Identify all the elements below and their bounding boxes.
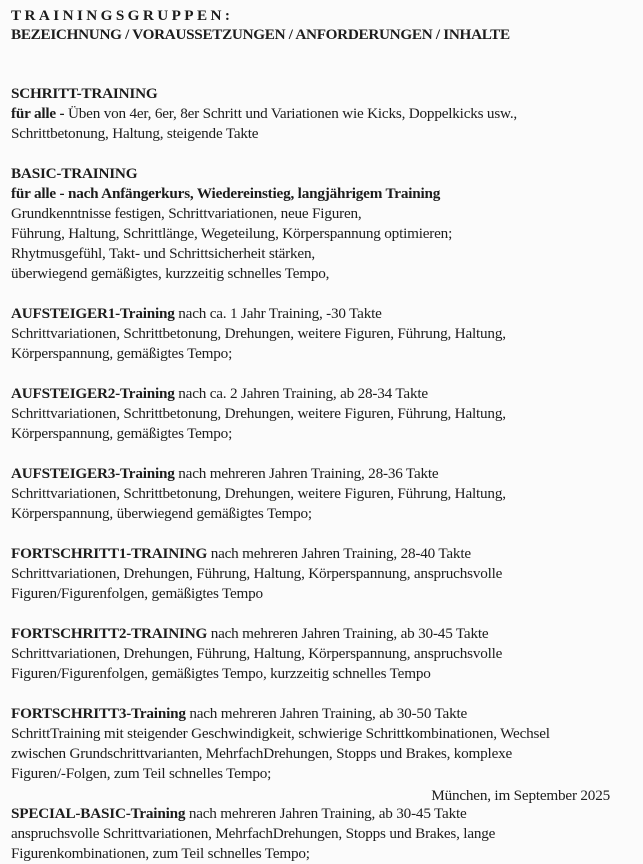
description-text: Rhytmusgefühl, Takt- und Schrittsicherheit stärken, (11, 245, 315, 262)
description-text: Schrittvariationen, Schrittbetonung, Drehungen, weitere Figuren, Führung, Haltung, (11, 405, 506, 422)
training-group-description-line (11, 204, 632, 224)
training-group-description-line (11, 824, 632, 844)
training-group-requirements: nach mehreren Jahren Training, ab 30-45 Takte (207, 625, 489, 642)
training-group-heading-line (11, 464, 632, 484)
description-text: Üben von 4er, 6er, 8er Schritt und Variationen wie Kicks, Doppelkicks usw., (64, 105, 518, 122)
training-group-description-line (11, 484, 632, 504)
training-group-name: SPECIAL-BASIC-Training (11, 805, 186, 822)
training-group-heading-line (11, 304, 632, 324)
training-group-description-line (11, 644, 632, 664)
training-group-section (11, 84, 632, 144)
training-group-name: AUFSTEIGER2-Training (11, 385, 175, 402)
training-group-requirements: nach mehreren Jahren Training, 28-40 Takte (207, 545, 471, 562)
audience-label: für alle - (11, 105, 65, 122)
training-group-heading-line (11, 624, 632, 644)
training-group-description-line (11, 324, 632, 344)
training-group-name: FORTSCHRITT2-TRAINING (11, 625, 208, 642)
training-group-heading-line (11, 544, 632, 564)
training-group-description-line (11, 724, 632, 744)
training-group-requirements: nach mehreren Jahren Training, ab 30-50 Takte (185, 705, 468, 722)
training-group-section (11, 704, 632, 784)
description-text: SchrittTraining mit steigender Geschwindigkeit, schwierige Schrittkombinationen, Wechsel (11, 725, 550, 742)
training-group-description-line (11, 764, 632, 784)
training-group-description-line (11, 244, 632, 264)
training-group-description-line (11, 404, 632, 424)
training-group-heading-line (11, 384, 632, 404)
training-group-heading-line (11, 84, 632, 104)
training-group-description-line (11, 264, 632, 284)
description-text: Führung, Haltung, Schrittlänge, Wegeteilung, Körperspannung optimieren; (11, 225, 453, 242)
training-group-description-line (11, 184, 632, 204)
training-group-section (11, 804, 632, 864)
training-group-description-line (11, 224, 632, 244)
document-title: TRAININGSGRUPPEN: (11, 7, 234, 24)
training-group-heading-line (11, 804, 632, 824)
training-group-requirements: nach mehreren Jahren Training, 28-36 Takte (174, 465, 439, 482)
description-text: Schrittvariationen, Schrittbetonung, Drehungen, weitere Figuren, Führung, Haltung, (11, 325, 506, 342)
training-group-requirements: nach mehreren Jahren Training, ab 30-45 Takte (185, 805, 467, 822)
training-group-section (11, 624, 632, 684)
training-group-name: FORTSCHRITT1-TRAINING (11, 545, 208, 562)
training-group-requirements: nach ca. 1 Jahr Training, -30 Takte (174, 305, 382, 322)
training-group-name: SCHRITT-TRAINING (11, 85, 158, 102)
training-group-description-line (11, 564, 632, 584)
training-group-section (11, 544, 632, 604)
training-groups-list (11, 84, 632, 864)
training-group-heading-line (11, 164, 632, 184)
training-group-description-line (11, 844, 632, 864)
training-group-name: BASIC-TRAINING (11, 165, 138, 182)
training-group-description-line (11, 504, 632, 524)
description-text: Figurenkombinationen, zum Teil schnelles Tempo; (11, 845, 310, 862)
training-group-requirements: nach ca. 2 Jahren Training, ab 28-34 Takte (174, 385, 428, 402)
description-text: Körperspannung, gemäßigtes Tempo; (11, 425, 233, 442)
training-group-description-line (11, 664, 632, 684)
description-text: Schrittvariationen, Drehungen, Führung, Haltung, Körperspannung, anspruchsvolle (11, 565, 503, 582)
description-text: Körperspannung, überwiegend gemäßigtes Tempo; (11, 505, 312, 522)
description-text: Schrittbetonung, Haltung, steigende Takte (11, 125, 259, 142)
training-group-description-line (11, 424, 632, 444)
description-text: Figuren/Figurenfolgen, gemäßigtes Tempo, kurzzeitig schnelles Tempo (11, 665, 431, 682)
training-group-section (11, 464, 632, 524)
description-text: Schrittvariationen, Schrittbetonung, Drehungen, weitere Figuren, Führung, Haltung, (11, 485, 506, 502)
description-text: zwischen Grundschrittvarianten, MehrfachDrehungen, Stopps und Brakes, komplexe (11, 745, 513, 762)
training-group-description-line (11, 744, 632, 764)
training-group-name: AUFSTEIGER3-Training (11, 465, 175, 482)
training-group-description-line (11, 104, 632, 124)
description-text: überwiegend gemäßigtes, kurzzeitig schnelles Tempo, (11, 265, 330, 282)
description-text: anspruchsvolle Schrittvariationen, MehrfachDrehungen, Stopps und Brakes, lange (11, 825, 496, 842)
audience-label: für alle - nach Anfängerkurs, Wiedereinstieg, langjährigem Training (11, 185, 441, 202)
training-group-section (11, 384, 632, 444)
description-text: Figuren/-Folgen, zum Teil schnelles Tempo; (11, 765, 272, 782)
description-text: Grundkenntnisse festigen, Schrittvariationen, neue Figuren, (11, 205, 362, 222)
description-text: Schrittvariationen, Drehungen, Führung, Haltung, Körperspannung, anspruchsvolle (11, 645, 503, 662)
place-date: München, im September 2025 (431, 787, 610, 804)
training-group-section (11, 164, 632, 284)
training-group-name: AUFSTEIGER1-Training (11, 305, 175, 322)
training-group-description-line (11, 344, 632, 364)
training-group-heading-line (11, 704, 632, 724)
document-subtitle: BEZEICHNUNG / VORAUSSETZUNGEN / ANFORDERUNGEN / INHALTE (11, 26, 510, 43)
training-group-name: FORTSCHRITT3-Training (11, 705, 186, 722)
description-text: Körperspannung, gemäßigtes Tempo; (11, 345, 233, 362)
training-group-description-line (11, 124, 632, 144)
training-group-description-line (11, 584, 632, 604)
training-group-section (11, 304, 632, 364)
description-text: Figuren/Figurenfolgen, gemäßigtes Tempo (11, 585, 263, 602)
